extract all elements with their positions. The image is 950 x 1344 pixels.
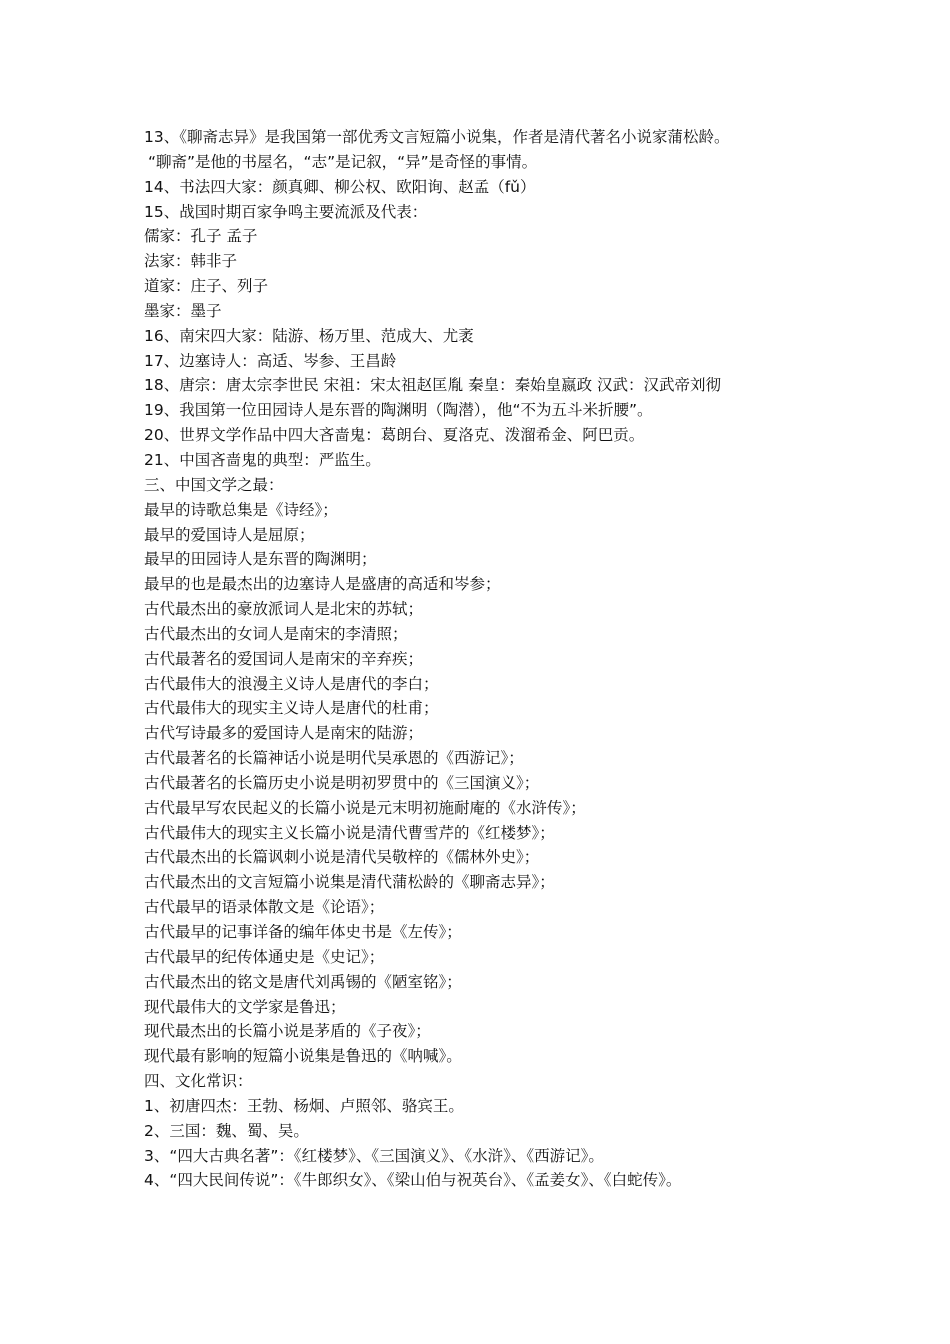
text-line: 古代最杰出的女词人是南宋的李清照； xyxy=(144,624,408,643)
section-heading: 四、文化常识： xyxy=(144,1072,253,1091)
text-line: 18、唐宗：唐太宗李世民 宋祖：宋太祖赵匡胤 秦皇：秦始皇嬴政 汉武：汉武帝刘彻 xyxy=(144,376,722,395)
text-line: 20、世界文学作品中四大吝啬鬼：葛朗台、夏洛克、泼溜希金、阿巴贡。 xyxy=(144,426,645,445)
section-heading: 三、中国文学之最： xyxy=(144,475,284,494)
text-line: 19、我国第一位田园诗人是东晋的陶渊明（陶潜），他“不为五斗米折腰”。 xyxy=(144,401,653,420)
text-line: 古代最杰出的铭文是唐代刘禹锡的《陋室铭》； xyxy=(144,972,462,991)
text-line: 16、南宋四大家：陆游、杨万里、范成大、尤袤 xyxy=(144,326,474,345)
text-line: 古代最杰出的文言短篇小说集是清代蒲松龄的《聊斋志异》； xyxy=(144,873,555,892)
text-line: 21、中国吝啬鬼的典型：严监生。 xyxy=(144,450,381,469)
text-line: 道家：庄子、列子 xyxy=(144,277,269,296)
text-line: 古代最著名的爱国词人是南宋的辛弃疾； xyxy=(144,649,424,668)
text-line: 最早的诗歌总集是《诗经》； xyxy=(144,500,338,519)
text-line: 古代最早的语录体散文是《论语》； xyxy=(144,898,385,917)
text-line: 墨家：墨子 xyxy=(144,301,222,320)
document-body xyxy=(144,125,844,1193)
text-line: 儒家：孔子 孟子 xyxy=(144,227,258,246)
text-line: 3、“四大古典名著”：《红楼梦》、《三国演义》、《水浒》、《西游记》。 xyxy=(144,1146,604,1165)
text-line: 古代最早写农民起义的长篇小说是元末明初施耐庵的《水浒传》； xyxy=(144,798,586,817)
text-line: 古代最伟大的现实主义诗人是唐代的杜甫； xyxy=(144,699,439,718)
text-line: 古代最伟大的现实主义长篇小说是清代曹雪芹的《红楼梦》； xyxy=(144,823,555,842)
text-line: 最早的爱国诗人是屈原； xyxy=(144,525,315,544)
text-line: 15、战国时期百家争鸣主要流派及代表： xyxy=(144,202,428,221)
text-line: 古代最著名的长篇历史小说是明初罗贯中的《三国演义》； xyxy=(144,773,540,792)
text-line: 古代最杰出的豪放派词人是北宋的苏轼； xyxy=(144,600,424,619)
text-line: 现代最伟大的文学家是鲁迅； xyxy=(144,997,346,1016)
text-line: 古代写诗最多的爱国诗人是南宋的陆游； xyxy=(144,724,424,743)
text-line: 古代最杰出的长篇讽刺小说是清代吴敬梓的《儒林外史》； xyxy=(144,848,540,867)
text-line: 14、书法四大家：颜真卿、柳公权、欧阳询、赵孟（fǔ） xyxy=(144,177,536,196)
text-line: 现代最有影响的短篇小说集是鲁迅的《呐喊》。 xyxy=(144,1047,462,1066)
text-line: “聊斋”是他的书屋名，“志”是记叙，“异”是奇怪的事情。 xyxy=(148,152,538,171)
text-line: 4、“四大民间传说”：《牛郎织女》、《梁山伯与祝英台》、《孟姜女》、《白蛇传》。 xyxy=(144,1171,682,1190)
text-line: 2、三国：魏、蜀、吴。 xyxy=(144,1121,309,1140)
text-line: 17、边塞诗人：高适、岑参、王昌龄 xyxy=(144,351,397,370)
text-line: 古代最著名的长篇神话小说是明代吴承恩的《西游记》； xyxy=(144,749,524,768)
text-line: 1、初唐四杰：王勃、杨炯、卢照邻、骆宾王。 xyxy=(144,1096,464,1115)
text-line: 最早的也是最杰出的边塞诗人是盛唐的高适和岑参； xyxy=(144,575,501,594)
text-line: 古代最早的纪传体通史是《史记》； xyxy=(144,947,385,966)
text-line: 古代最伟大的浪漫主义诗人是唐代的李白； xyxy=(144,674,439,693)
text-line: 最早的田园诗人是东晋的陶渊明； xyxy=(144,550,377,569)
text-line: 13、《聊斋志异》是我国第一部优秀文言短篇小说集，作者是清代著名小说家蒲松龄。 xyxy=(144,128,730,146)
text-line: 法家：韩非子 xyxy=(144,252,238,271)
text-line: 古代最早的记事详备的编年体史书是《左传》； xyxy=(144,923,462,941)
text-line: 现代最杰出的长篇小说是茅盾的《子夜》； xyxy=(144,1022,431,1041)
